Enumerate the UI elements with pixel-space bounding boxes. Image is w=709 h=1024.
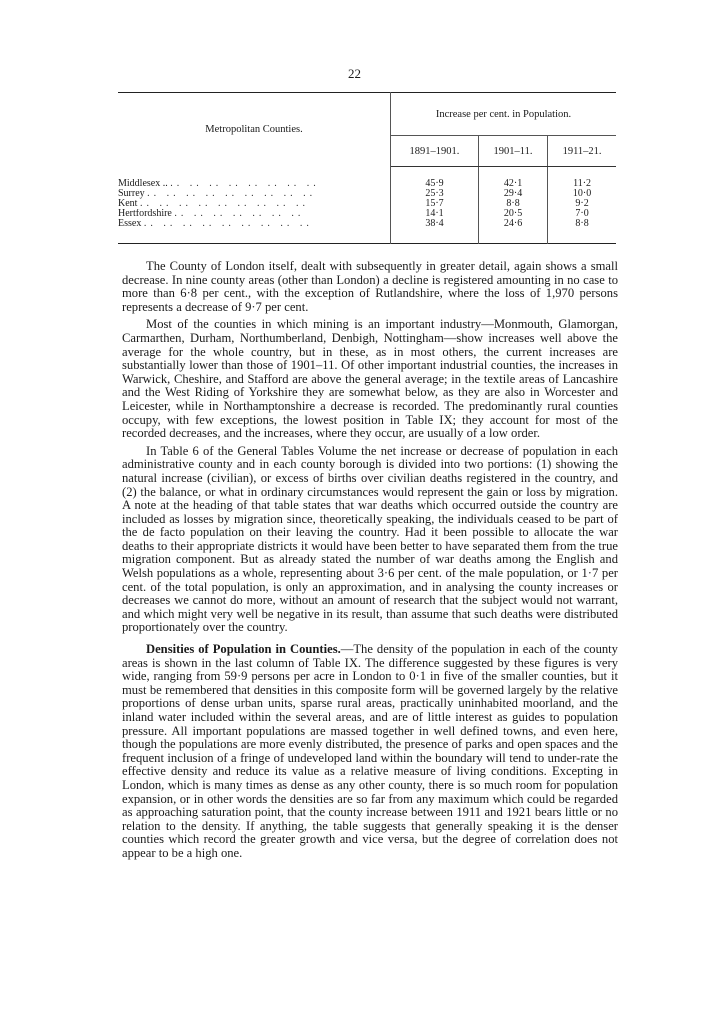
table-cell: 8·8 [478,199,547,209]
body-text [122,260,618,865]
table-row [118,167,616,190]
table-cell: 10·0 [572,188,592,199]
period-header: 1891–1901. [391,136,479,167]
paragraph: In Table 6 of the General Tables Volume the net increase or decrease of population in each administrative county and in each county borough is divided into two portions: (1) showing the natural increase (civilian), or excess of births over civilian deaths registered in the country, and (2) the balance, or what in ordinary circumstances would represent the gain or loss by migration. A note at the heading of that table states that war deaths which occurred outside the country are included as losses by migration since, theoretically speaking, the individuals ceased to be part of the de facto population on their leaving the country. Had it been possible to allocate the war deaths to their appropriate districts it would have been better to have separated them from the true migration component. But as already stated the number of war deaths among the English and Welsh populations as a whole, representing about 3·6 per cent. of the male population, or 1·7 per cent. of the total population, is only an approximation, and in analysing the county increases or decreases we cannot do more, without an amount of research that the subject would not warrant, and which might very well be negative in its result, than assume that such deaths were distributed proportionately over the country. [122,443,618,635]
table-cell: 29·4 [478,189,547,199]
table-cell: 24·6 [478,219,547,244]
section-heading: Densities of Population in Counties. [146,642,341,657]
period-header: 1901–11. [478,136,547,167]
increase-header: Increase per cent. in Population. [391,93,617,136]
table-row [118,209,616,219]
page-number: 22 [348,66,361,81]
county-name: Hertfordshire [118,209,172,219]
densities-paragraph [122,643,618,861]
table-row [118,219,616,244]
table-row [118,189,616,199]
table-cell: 14·1 [391,209,479,219]
table-cell: 15·7 [391,199,479,209]
leader-dots: .. .. .. .. .. .. .. .. [170,177,320,189]
table-cell: 25·3 [391,189,479,199]
county-name: Surrey [118,189,145,199]
table-cell: 45·9 [391,167,479,190]
county-name: Middlesex .. [118,177,168,189]
county-name: Kent [118,199,138,209]
table-cell: 8·8 [575,218,589,229]
county-column-header: Metropolitan Counties. [118,93,391,167]
county-name: Essex [118,219,142,229]
table-cell: 20·5 [478,209,547,219]
table-row [118,199,616,209]
population-table [118,92,616,244]
leader-dots: .. .. .. .. .. .. .. .. .. [147,189,317,199]
leader-dots: .. .. .. .. .. .. .. .. .. [143,219,313,229]
table-cell: 38·4 [391,219,479,244]
leader-dots: .. .. .. .. .. .. .. [174,209,305,219]
table-cell: 7·0 [575,208,589,219]
table-cell: 42·1 [478,167,547,190]
paragraph-text: —The density of the population in each of the county areas is shown in the last column of Table IX. The difference suggested by these figures is very wide, ranging from 59·9 persons per acre in London to 0·1 in five of the smaller counties, but it must be remembered that densities in this composite form will be governed largely by the relative proportions of dense urban units, sparse rural areas, practically uninhabited moorland, and the inland water included within the several areas, and are of little interest as guides to population pressure. All important populations are massed together in well defined towns, and even here, though the populations are more evenly distributed, the presence of parks and open spaces and the frequent inclusion of a fringe of undeveloped land within the boundary will tend to under-rate the effective density and reduce its value as a relative measure of living conditions. Excepting in London, which is many times as dense as any other county, there is so much room for population expansion, or in other words the densities are so far from any maximum which could be regarded as approaching saturation point, that the county increase between 1911 and 1921 bears little or no relation to the density. If anything, the table suggests that generally speaking it is the denser counties which record the greater growth and vice versa, but the degree of correlation does not appear to be a high one. [122,642,618,860]
table-cell: 9·2 [575,198,589,209]
leader-dots: .. .. .. .. .. .. .. .. .. [139,199,309,209]
period-header: 1911–21. [548,136,616,167]
table-cell: 11·2 [573,178,592,189]
paragraph: Most of the counties in which mining is an important industry—Monmouth, Glamorgan, Carmarthen, Durham, Northumberland, Denbigh, Nottingham—show increases well above the average for the whole country, but in these, as in most others, the current increases are substantially lower than those of 1901–11. Of other important industrial counties, the increases in Warwick, Cheshire, and Stafford are above the general average; in the textile areas of Lancashire and the West Riding of Yorkshire they are somewhat below, as they are also in Worcester and Leicester, while in Northamptonshire a decrease is recorded. The predominantly rural counties occupy, with few exceptions, the lowest position in Table IX; they account for most of the recorded decreases, and the increases, where they occur, are usually of a low order. [122,317,618,441]
paragraph: The County of London itself, dealt with subsequently in greater detail, again shows a small decrease. In nine county areas (other than London) a decline is registered amounting in no case to more than 6·8 per cent., with the exception of Rutlandshire, where the loss of 1,970 persons represents a decrease of 9·7 per cent. [122,259,618,314]
